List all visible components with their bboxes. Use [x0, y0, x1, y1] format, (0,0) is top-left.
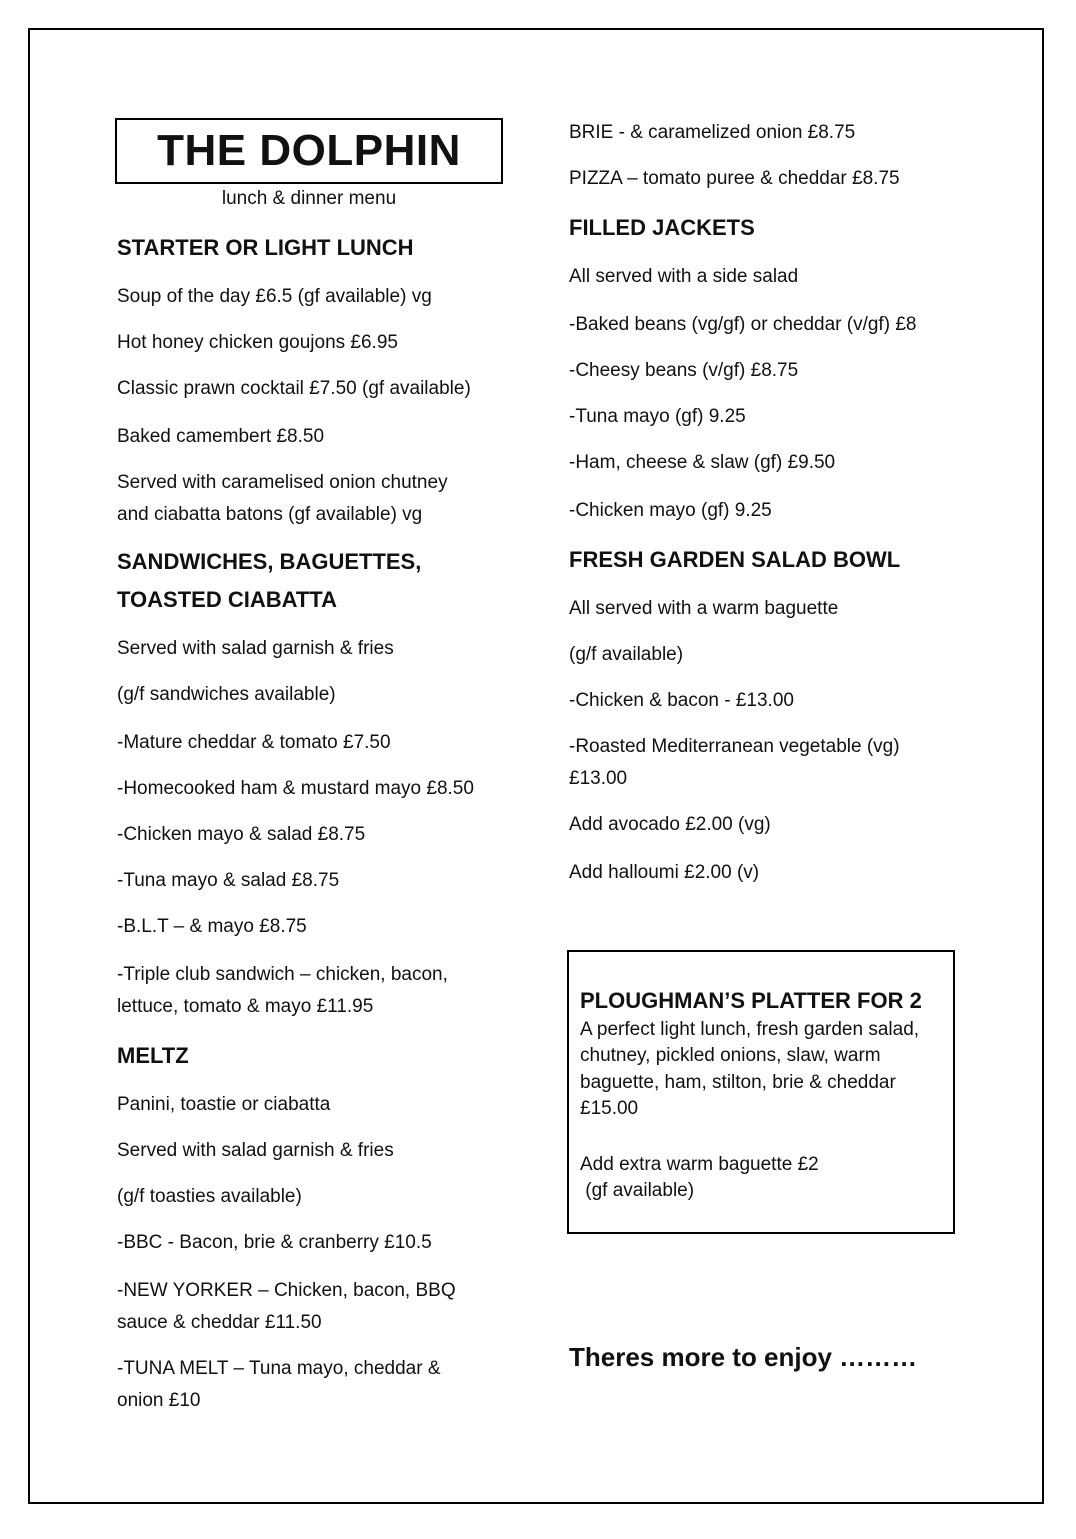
- menu-item: Classic prawn cocktail £7.50 (gf available): [117, 378, 471, 399]
- menu-subtitle: lunch & dinner menu: [221, 188, 397, 209]
- menu-item: Add avocado £2.00 (vg): [569, 814, 771, 835]
- menu-note: Served with salad garnish & fries: [117, 1140, 394, 1161]
- menu-item: Soup of the day £6.5 (gf available) vg: [117, 286, 432, 307]
- menu-item: -Roasted Mediterranean vegetable (vg): [569, 736, 900, 757]
- menu-item: -Ham, cheese & slaw (gf) £9.50: [569, 452, 836, 473]
- menu-item: -Mature cheddar & tomato £7.50: [117, 732, 391, 753]
- menu-note: All served with a side salad: [569, 266, 799, 287]
- menu-item: onion £10: [117, 1390, 201, 1411]
- platter-description: baguette, ham, stilton, brie & cheddar: [580, 1072, 896, 1093]
- title-box: [115, 118, 503, 184]
- section-heading-sandwiches-line2: TOASTED CIABATTA: [117, 587, 337, 612]
- menu-item: -Triple club sandwich – chicken, bacon,: [117, 964, 448, 985]
- menu-item-note: and ciabatta batons (gf available) vg: [117, 504, 423, 525]
- section-heading-salad: FRESH GARDEN SALAD BOWL: [569, 547, 901, 572]
- menu-note: (g/f sandwiches available): [117, 684, 336, 705]
- menu-item: -B.L.T – & mayo £8.75: [117, 916, 307, 937]
- more-to-enjoy: Theres more to enjoy ………: [569, 1342, 918, 1372]
- menu-title: THE DOLPHIN: [157, 126, 461, 175]
- menu-item: BRIE - & caramelized onion £8.75: [569, 122, 856, 143]
- menu-item: -Tuna mayo (gf) 9.25: [569, 406, 746, 427]
- menu-item: Baked camembert £8.50: [117, 426, 325, 447]
- menu-item: PIZZA – tomato puree & cheddar £8.75: [569, 168, 900, 189]
- menu-note: (g/f toasties available): [117, 1186, 302, 1207]
- menu-item-note: Served with caramelised onion chutney: [117, 472, 448, 493]
- menu-item: -NEW YORKER – Chicken, bacon, BBQ: [117, 1280, 456, 1301]
- platter-description: chutney, pickled onions, slaw, warm: [580, 1045, 881, 1066]
- platter-box: [567, 950, 955, 1234]
- menu-item: -Chicken & bacon - £13.00: [569, 690, 794, 711]
- menu-note: All served with a warm baguette: [569, 598, 839, 619]
- platter-description: A perfect light lunch, fresh garden salad,: [580, 1019, 920, 1040]
- menu-item: -BBC - Bacon, brie & cranberry £10.5: [117, 1232, 432, 1253]
- menu-item: -Chicken mayo & salad £8.75: [117, 824, 366, 845]
- menu-item: Add halloumi £2.00 (v): [569, 862, 760, 883]
- platter-heading: PLOUGHMAN’S PLATTER FOR 2: [580, 988, 922, 1013]
- menu-item: lettuce, tomato & mayo £11.95: [117, 996, 374, 1017]
- menu-item: -Cheesy beans (v/gf) £8.75: [569, 360, 799, 381]
- menu-note: (g/f available): [569, 644, 684, 665]
- menu-item: Hot honey chicken goujons £6.95: [117, 332, 398, 353]
- menu-item: sauce & cheddar £11.50: [117, 1312, 322, 1333]
- section-heading-starters: STARTER OR LIGHT LUNCH: [117, 235, 414, 260]
- platter-extra-note: (gf available): [580, 1180, 695, 1201]
- menu-item: -Tuna mayo & salad £8.75: [117, 870, 340, 891]
- platter-price: £15.00: [580, 1098, 639, 1119]
- section-heading-sandwiches: SANDWICHES, BAGUETTES,: [117, 549, 422, 574]
- menu-item: -Baked beans (vg/gf) or cheddar (v/gf) £8: [569, 314, 917, 335]
- platter-extra: Add extra warm baguette £2: [580, 1154, 819, 1175]
- menu-item: -TUNA MELT – Tuna mayo, cheddar &: [117, 1358, 441, 1379]
- menu-note: Panini, toastie or ciabatta: [117, 1094, 331, 1115]
- menu-note: Served with salad garnish & fries: [117, 638, 394, 659]
- section-heading-meltz: MELTZ: [117, 1043, 189, 1068]
- menu-item: -Homecooked ham & mustard mayo £8.50: [117, 778, 474, 799]
- menu-item: £13.00: [569, 768, 628, 789]
- menu-item: -Chicken mayo (gf) 9.25: [569, 500, 772, 521]
- section-heading-jackets: FILLED JACKETS: [569, 215, 755, 240]
